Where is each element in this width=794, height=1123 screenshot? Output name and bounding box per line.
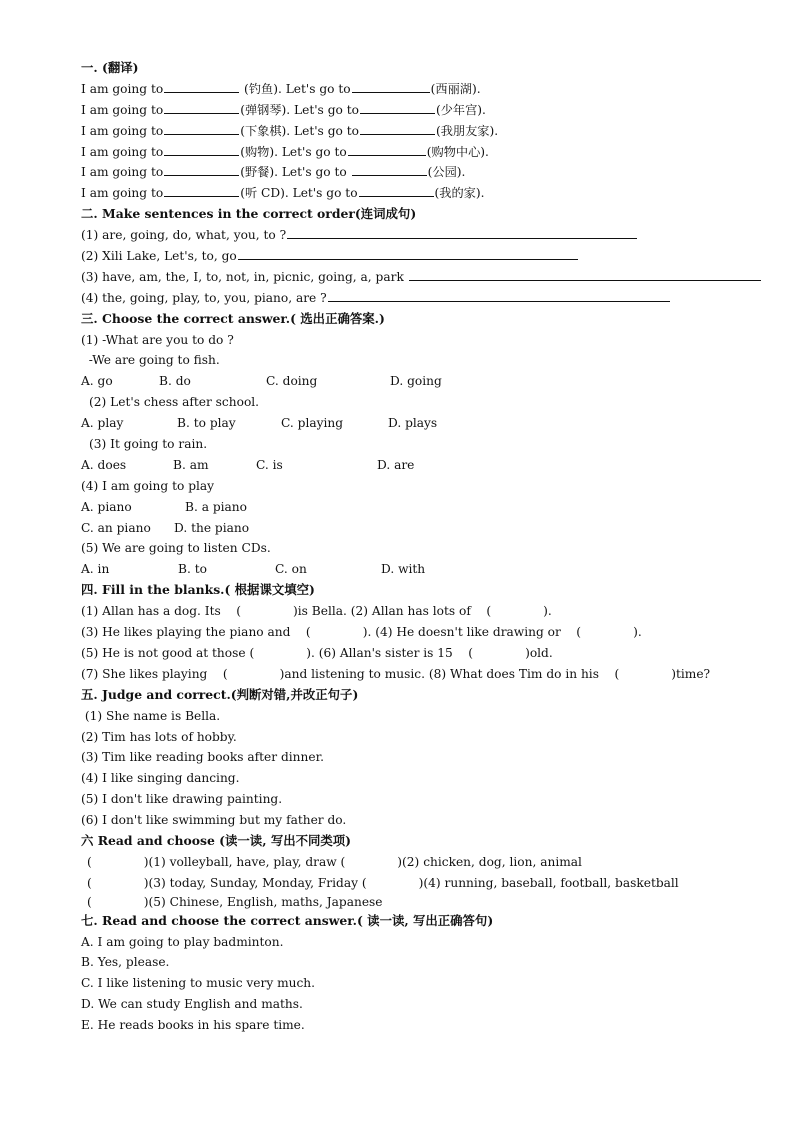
translate-line-2: I am going to (弹钢琴). Let's go to (少年宫). xyxy=(81,100,761,121)
question-1-answer: -We are going to fish. xyxy=(81,353,220,368)
answer-blank[interactable] xyxy=(164,79,239,93)
option-b[interactable]: B. am xyxy=(173,457,209,472)
answer-blank[interactable] xyxy=(164,142,239,156)
option-a[interactable]: A. play xyxy=(81,416,124,431)
section-6-title: 六 Read and choose (读一读, 写出不同类项) xyxy=(81,832,352,848)
question-1: (1) -What are you to do ? xyxy=(81,332,234,347)
answer-blank[interactable] xyxy=(164,183,239,197)
question-5-options xyxy=(81,559,761,580)
answer-blank[interactable] xyxy=(359,183,434,197)
answer-line[interactable] xyxy=(238,246,578,260)
section-1-title: 一. (翻译) xyxy=(81,60,139,75)
section-2-title: 二. Make sentences in the correct order(连词成句) xyxy=(81,206,417,222)
option-d[interactable]: D. are xyxy=(377,457,415,472)
section-3-title: 三. Choose the correct answer.( 选出正确答案.) xyxy=(81,310,385,326)
question-4-options-row2 xyxy=(81,518,761,539)
answer-blank[interactable] xyxy=(360,100,435,114)
judge-item-6: (6) I don't like swimming but my father do. xyxy=(81,813,347,828)
order-item-2: (2) Xili Lake, Let's, to, go xyxy=(81,246,761,267)
answer-option-a: A. I am going to play badminton. xyxy=(81,934,284,949)
answer-blank[interactable] xyxy=(164,100,239,114)
option-c[interactable]: C. an piano xyxy=(81,520,151,535)
option-b[interactable]: B. to xyxy=(178,562,207,577)
section-7-title: 七. Read and choose the correct answer.( 读一读, 写出正确答句) xyxy=(81,912,494,928)
option-c[interactable]: C. doing xyxy=(266,374,318,389)
translate-line-6: I am going to (听 CD). Let's go to (我的家). xyxy=(81,183,761,204)
option-b[interactable]: B. to play xyxy=(177,416,236,431)
answer-option-e: E. He reads books in his spare time. xyxy=(81,1018,305,1033)
answer-blank[interactable] xyxy=(352,79,430,93)
choose-line-2: ( )(3) today, Sunday, Monday, Friday ( )(4) running, baseball, football, basketball xyxy=(87,875,679,890)
section-5-title: 五. Judge and correct.(判断对错,并改正句子) xyxy=(81,686,359,702)
option-d[interactable]: D. going xyxy=(390,374,442,389)
answer-option-d: D. We can study English and maths. xyxy=(81,997,303,1012)
order-item-4: (4) the, going, play, to, you, piano, are ? xyxy=(81,288,761,309)
order-item-1: (1) are, going, do, what, you, to ? xyxy=(81,225,761,246)
option-a[interactable]: A. in xyxy=(81,562,110,577)
question-3-options xyxy=(81,455,761,476)
option-a[interactable]: A. go xyxy=(81,374,113,389)
question-5: (5) We are going to listen CDs. xyxy=(81,541,271,556)
fill-line-3: (5) He is not good at those ( ). (6) Allan's sister is 15 ( )old. xyxy=(81,645,553,660)
option-a[interactable]: A. does xyxy=(81,457,127,472)
fill-line-2: (3) He likes playing the piano and ( ). (4) He doesn't like drawing or ( ). xyxy=(81,625,642,640)
answer-option-c: C. I like listening to music very much. xyxy=(81,976,316,991)
option-d[interactable]: D. with xyxy=(381,562,426,577)
question-4-options-row1 xyxy=(81,497,761,518)
question-2: (2) Let's chess after school. xyxy=(89,395,260,410)
answer-blank[interactable] xyxy=(164,162,239,176)
answer-option-b: B. Yes, please. xyxy=(81,955,170,970)
fill-line-1: (1) Allan has a dog. Its ( )is Bella. (2) Allan has lots of ( ). xyxy=(81,604,552,619)
option-c[interactable]: C. on xyxy=(275,562,307,577)
fill-line-4: (7) She likes playing ( )and listening to music. (8) What does Tim do in his ( )time? xyxy=(81,666,711,681)
answer-blank[interactable] xyxy=(360,121,435,135)
choose-line-3: ( )(5) Chinese, English, maths, Japanese xyxy=(87,894,383,909)
translate-line-4: I am going to (购物). Let's go to (购物中心). xyxy=(81,142,761,163)
question-1-options xyxy=(81,371,761,392)
translate-line-5: I am going to (野餐). Let's go to (公园). xyxy=(81,162,761,183)
judge-item-1: (1) She name is Bella. xyxy=(81,708,221,723)
option-a[interactable]: A. piano xyxy=(81,499,132,514)
answer-line[interactable] xyxy=(409,267,761,281)
order-item-3: (3) have, am, the, I, to, not, in, picnic, going, a, park xyxy=(81,267,761,288)
judge-item-5: (5) I don't like drawing painting. xyxy=(81,792,283,807)
option-d[interactable]: D. the piano xyxy=(174,520,250,535)
question-4: (4) I am going to play xyxy=(81,478,215,493)
question-2-options xyxy=(81,413,761,434)
answer-blank[interactable] xyxy=(352,162,427,176)
choose-line-1: ( )(1) volleyball, have, play, draw ( )(2) chicken, dog, lion, animal xyxy=(87,854,582,869)
question-3: (3) It going to rain. xyxy=(89,437,208,452)
option-c[interactable]: C. is xyxy=(256,457,283,472)
answer-blank[interactable] xyxy=(348,142,426,156)
translate-line-1: I am going to (钓鱼). Let's go to (西丽湖). xyxy=(81,79,761,100)
translate-line-3: I am going to (下象棋). Let's go to (我朋友家). xyxy=(81,121,761,142)
judge-item-2: (2) Tim has lots of hobby. xyxy=(81,729,237,744)
option-c[interactable]: C. playing xyxy=(281,416,344,431)
judge-item-4: (4) I like singing dancing. xyxy=(81,771,240,786)
option-d[interactable]: D. plays xyxy=(388,416,438,431)
section-1-lines xyxy=(81,79,761,204)
judge-item-3: (3) Tim like reading books after dinner. xyxy=(81,750,324,765)
section-4-title: 四. Fill in the blanks.( 根据课文填空) xyxy=(81,582,315,598)
worksheet xyxy=(81,58,761,1036)
option-b[interactable]: B. do xyxy=(159,374,191,389)
answer-blank[interactable] xyxy=(164,121,239,135)
answer-line[interactable] xyxy=(287,225,637,239)
answer-line[interactable] xyxy=(328,288,670,302)
option-b[interactable]: B. a piano xyxy=(185,499,247,514)
